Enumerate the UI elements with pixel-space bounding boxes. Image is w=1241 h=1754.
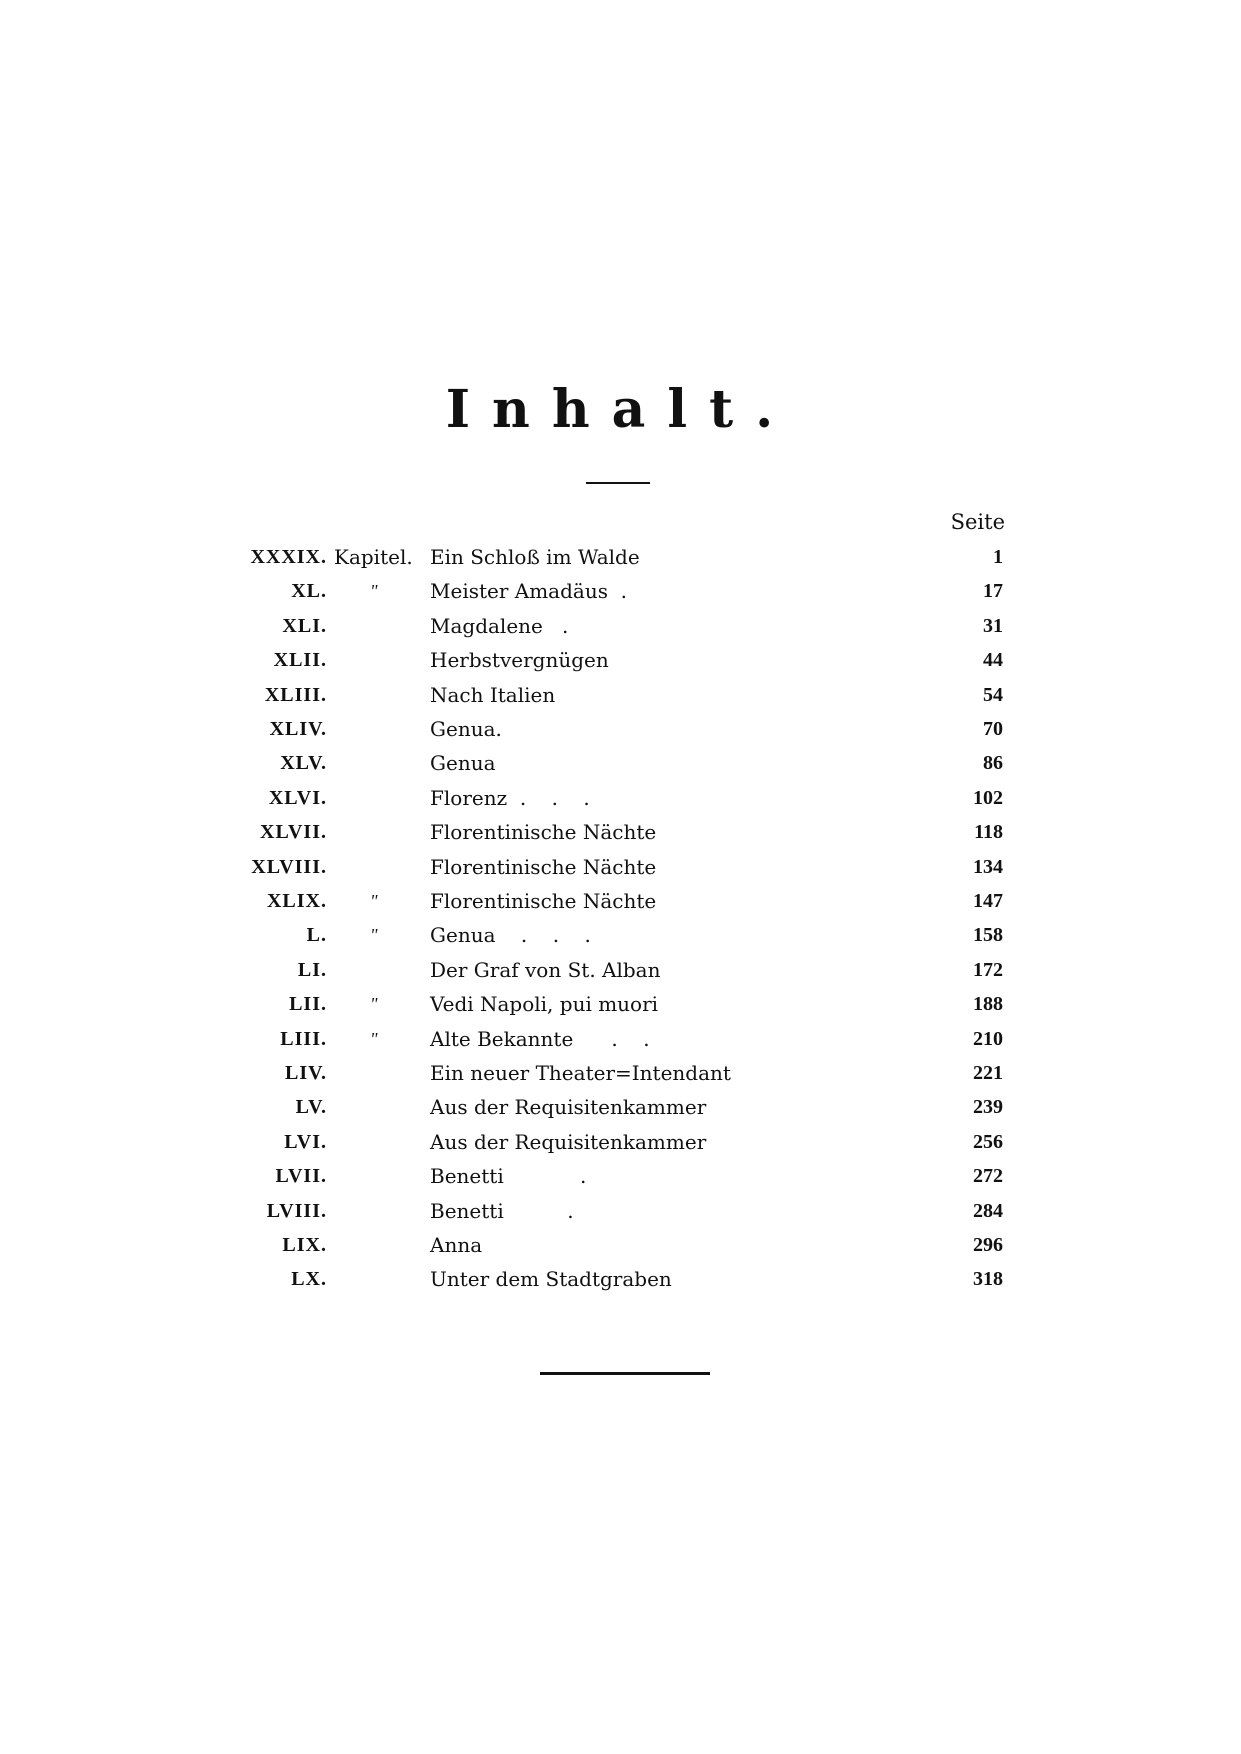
- chapter-number: LIII.: [280, 1028, 327, 1050]
- toc-entry: [0, 678, 1241, 712]
- chapter-number: XLVIII.: [251, 856, 327, 878]
- chapter-number: L.: [306, 924, 327, 946]
- chapter-number: LVII.: [275, 1165, 327, 1187]
- page-number: 102: [973, 787, 1003, 809]
- page-number: 158: [973, 924, 1003, 946]
- chapter-number: LII.: [289, 993, 327, 1015]
- toc-entry: [0, 1022, 1241, 1056]
- toc-entry: [0, 540, 1241, 574]
- chapter-title: Aus der Requisitenkammer: [430, 1095, 707, 1119]
- chapter-number: XLII.: [273, 649, 327, 671]
- toc-entry: [0, 884, 1241, 918]
- title-divider: [586, 482, 650, 484]
- page-number: 221: [973, 1062, 1003, 1084]
- toc-entry: [0, 1125, 1241, 1159]
- chapter-number: XLV.: [280, 752, 327, 774]
- page-number: 256: [973, 1131, 1003, 1153]
- toc-entry: [0, 850, 1241, 884]
- chapter-title: Benetti .: [430, 1199, 574, 1223]
- toc-entry: [0, 918, 1241, 952]
- chapter-title: Alte Bekannte . .: [430, 1027, 650, 1051]
- chapter-title: Nach Italien: [430, 683, 556, 707]
- chapter-number: XLVII.: [260, 821, 327, 843]
- toc-entry: [0, 815, 1241, 849]
- chapter-number: XLIX.: [266, 890, 327, 912]
- kapitel-label: Kapitel.: [334, 545, 413, 569]
- chapter-title: Florentinische Nächte: [430, 889, 657, 913]
- page-number: 147: [973, 890, 1003, 912]
- chapter-number: LIX.: [282, 1234, 327, 1256]
- page-number: 318: [973, 1268, 1003, 1290]
- chapter-number: LIV.: [285, 1062, 327, 1084]
- chapter-number: XLI.: [282, 615, 327, 637]
- page-number: 284: [973, 1200, 1003, 1222]
- page-number: 239: [973, 1096, 1003, 1118]
- toc-entry: [0, 987, 1241, 1021]
- toc-entry: [0, 1194, 1241, 1228]
- page-number: 188: [973, 993, 1003, 1015]
- chapter-number: XL.: [291, 580, 327, 602]
- toc-entry: [0, 1056, 1241, 1090]
- chapter-title: Der Graf von St. Alban: [430, 958, 661, 982]
- toc-entry: [0, 1262, 1241, 1296]
- page-number: 272: [973, 1165, 1003, 1187]
- chapter-number: LX.: [291, 1268, 327, 1290]
- chapter-title: Genua.: [430, 717, 502, 741]
- chapter-title: Unter dem Stadtgraben: [430, 1267, 672, 1291]
- page-number: 210: [973, 1028, 1003, 1050]
- ditto-mark: ": [370, 1029, 378, 1049]
- chapter-title: Florentinische Nächte: [430, 855, 657, 879]
- toc-entry: [0, 609, 1241, 643]
- toc-entry: [0, 1228, 1241, 1262]
- chapter-number: LV.: [295, 1096, 327, 1118]
- toc-entry: [0, 643, 1241, 677]
- ditto-mark: ": [370, 994, 378, 1014]
- page-number: 44: [983, 649, 1003, 671]
- ditto-mark: ": [370, 581, 378, 601]
- toc-entry: [0, 574, 1241, 608]
- end-divider: [540, 1372, 710, 1375]
- ditto-mark: ": [370, 925, 378, 945]
- toc-entry: [0, 712, 1241, 746]
- ditto-mark: ": [370, 891, 378, 911]
- chapter-number: XLVI.: [268, 787, 327, 809]
- chapter-title: Aus der Requisitenkammer: [430, 1130, 707, 1154]
- page-number: 17: [983, 580, 1003, 602]
- page-number: 118: [974, 821, 1003, 843]
- page-column-header: Seite: [950, 510, 1005, 534]
- page-number: 86: [983, 752, 1003, 774]
- page-number: 172: [973, 959, 1003, 981]
- chapter-title: Anna: [430, 1233, 483, 1257]
- page-number: 31: [983, 615, 1003, 637]
- chapter-number: LVI.: [284, 1131, 327, 1153]
- chapter-number: XLIV.: [269, 718, 327, 740]
- toc-entry: [0, 1090, 1241, 1124]
- chapter-title: Ein Schloß im Walde: [430, 545, 640, 569]
- chapter-title: Benetti .: [430, 1164, 587, 1188]
- page-number: 1: [993, 546, 1003, 568]
- chapter-title: Genua: [430, 751, 496, 775]
- chapter-number: XXXIX.: [250, 546, 327, 568]
- page-number: 54: [983, 684, 1003, 706]
- chapter-title: Florenz . . .: [430, 786, 590, 810]
- page-number: 134: [973, 856, 1003, 878]
- chapter-title: Vedi Napoli, pui muori: [430, 992, 659, 1016]
- toc-entry: [0, 781, 1241, 815]
- page-title: Inhalt.: [445, 379, 796, 440]
- chapter-title: Florentinische Nächte: [430, 820, 657, 844]
- chapter-title: Magdalene .: [430, 614, 569, 638]
- toc-entry: [0, 1159, 1241, 1193]
- chapter-title: Genua . . .: [430, 923, 591, 947]
- page-number: 70: [983, 718, 1003, 740]
- toc-entry: [0, 953, 1241, 987]
- chapter-title: Ein neuer Theater=Intendant: [430, 1061, 731, 1085]
- chapter-number: LI.: [297, 959, 327, 981]
- chapter-number: XLIII.: [264, 684, 327, 706]
- chapter-title: Herbstvergnügen: [430, 648, 609, 672]
- toc-entry: [0, 746, 1241, 780]
- page-number: 296: [973, 1234, 1003, 1256]
- chapter-number: LVIII.: [266, 1200, 327, 1222]
- chapter-title: Meister Amadäus .: [430, 579, 628, 603]
